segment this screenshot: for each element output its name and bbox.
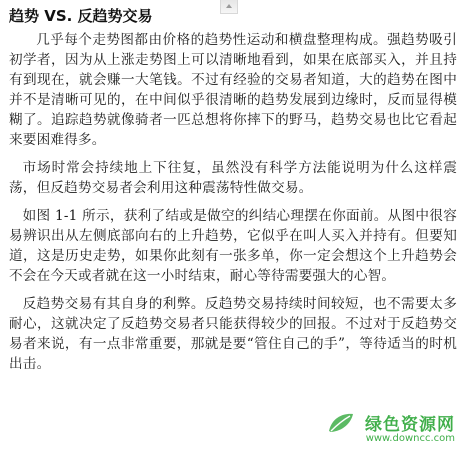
paragraph-1: 几乎每个走势图都由价格的趋势性运动和横盘整理构成。强趋势吸引初学者，因为从上涨走势图上可以清晰地看到，如果在底部买入，并且持有到现在，就会赚一大笔钱。不过有经验的交易者知道，大的趋势在图中并不是清晰可见的，在中间似乎很清晰的趋势发展到边缘时，反而显得模糊了。追踪趋势就像骑者一匹总想将你摔下的野马，趋势交易也比它看起来要困难得多。 <box>9 32 457 148</box>
paragraph-4: 反趋势交易有其自身的利弊。反趋势交易持续时间较短，也不需要太多耐心，这就决定了反趋势交易者只能获得较少的回报。不过对于反趋势交易者来说，有一点非常重要，那就是要“管住自己的手”，等待适当的时机出击。 <box>9 296 457 372</box>
site-watermark <box>326 410 455 444</box>
watermark-url: www.downcc.com <box>365 433 455 444</box>
paragraph-2: 市场时常会持续地上下往复，虽然没有科学方法能说明为什么这样震荡，但反趋势交易者会利用这种震荡特性做交易。 <box>9 160 457 196</box>
watermark-text: 绿色资源网 <box>365 415 455 435</box>
section-heading: 趋势 VS. 反趋势交易 <box>9 7 153 25</box>
leaf-logo-icon <box>326 411 356 435</box>
collapse-arrow-icon[interactable] <box>220 0 238 14</box>
paragraph-3: 如图 1-1 所示，获利了结或是做空的纠结心理摆在你面前。从图中很容易辨识出从左侧底部向右的上升趋势，它似乎在叫人买入并持有。但要知道，这是历史走势，如果你此刻有一张多单，你一定会想这个上升趋势会不会在今天或者就在这一小时结束，耐心等待需要强大的心智。 <box>9 208 457 284</box>
